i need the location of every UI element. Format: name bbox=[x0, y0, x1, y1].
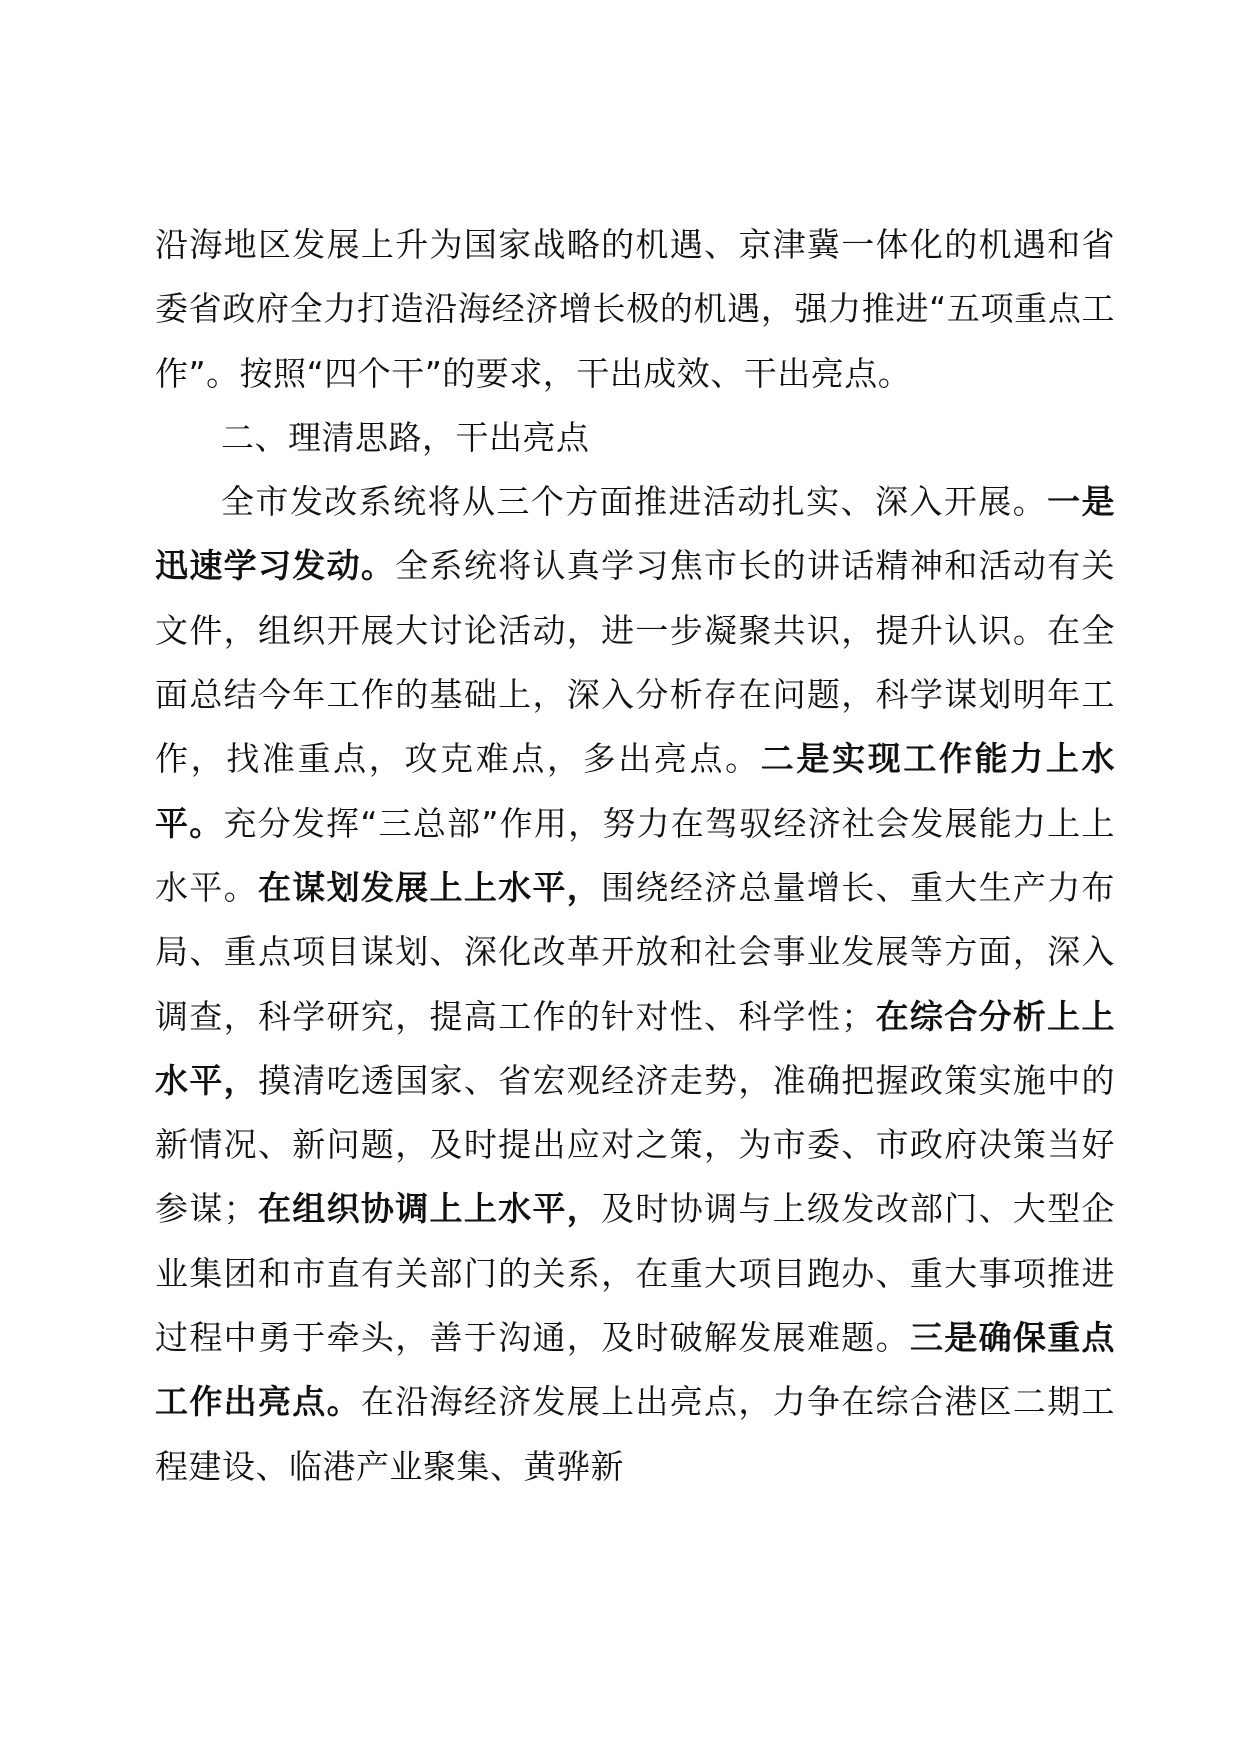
bold-subpoint-planning: 在谋划发展上上水平， bbox=[257, 867, 602, 907]
text-run: 在沿海经济发展上出亮点，力争在综合港区二期工程建设、临港产业聚集、黄骅新 bbox=[155, 1382, 1116, 1486]
bold-subpoint-analysis: 在综合分析上上水平， bbox=[155, 996, 1116, 1100]
text-run: 全系统将认真学习焦市长的讲话精神和活动有关文件，组织开展大讨论活动，进一步凝聚共识，提升认识。在全面总结今年工作的基础上，深入分析存在问题，科学谋划明年工作，找准重点，攻克难点，多出亮点。 bbox=[155, 546, 1116, 779]
section-heading: 二、理清思路，干出亮点 bbox=[221, 417, 590, 457]
paragraph-main bbox=[155, 470, 1115, 1499]
text-run: 围绕经济总量增长、重大生产力布局、重点项目谋划、深化改革开放和社会事业发展等方面，深入调查，科学研究，提高工作的针对性、科学性； bbox=[155, 867, 1116, 1036]
document-body bbox=[155, 213, 1115, 1499]
bold-point-1: 一是迅速学习发动。 bbox=[155, 482, 1116, 586]
text-run: 及时协调与上级发改部门、大型企业集团和市直有关部门的关系，在重大项目跑办、重大事项推进过程中勇于牵头，善于沟通，及时破解发展难题。 bbox=[155, 1189, 1116, 1358]
text-run: 全市发改系统将从三个方面推进活动扎实、深入开展。 bbox=[221, 482, 1048, 522]
bold-point-2: 二是实现工作能力上水平。 bbox=[155, 739, 1116, 843]
text-run: 充分发挥“三总部”作用，努力在驾驭经济社会发展能力上上水平。 bbox=[155, 803, 1115, 907]
text-run: 摸清吃透国家、省宏观经济走势，准确把握政策实施中的新情况、新问题，及时提出应对之策，为市委、市政府决策当好参谋； bbox=[155, 1060, 1116, 1229]
bold-subpoint-coordination: 在组织协调上上水平， bbox=[257, 1189, 602, 1229]
bold-point-3: 三是确保重点工作出亮点。 bbox=[155, 1318, 1116, 1422]
paragraph-continued: 沿海地区发展上升为国家战略的机遇、京津冀一体化的机遇和省委省政府全力打造沿海经济增长极的机遇，强力推进“五项重点工作”。按照“四个干”的要求，干出成效、干出亮点。 bbox=[155, 225, 1115, 393]
